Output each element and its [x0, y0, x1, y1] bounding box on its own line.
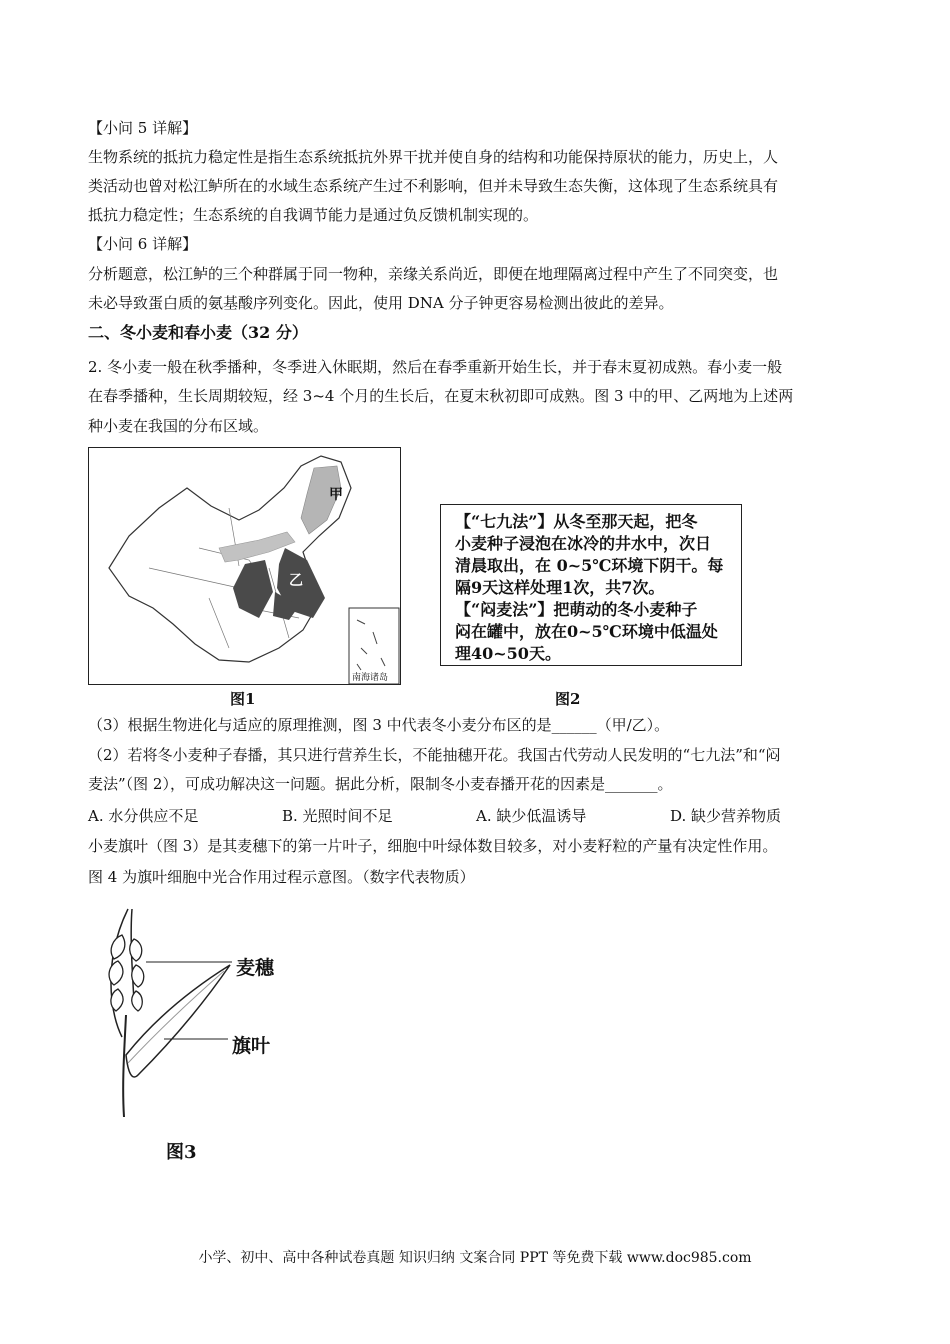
q6-line-1: 分析题意，松江鲈的三个种群属于同一物种，亲缘关系尚近，即便在地理隔离过程中产生了不同突变，也: [88, 265, 779, 283]
q5-line-3: 抵抗力稳定性；生态系统的自我调节能力是通过负反馈机制实现的。: [88, 206, 539, 224]
q2-intro-line-2: 在春季播种，生长周期较短，经 3~4 个月的生长后，在夏末秋初即可成熟。图 3 中的甲、乙两地为上述两: [88, 387, 794, 405]
label-yi: 乙: [289, 573, 303, 589]
fig2-line-6: 闷在罐中，放在0~5℃环境中低温处: [455, 622, 718, 641]
q5-heading: 【小问 5 详解】: [88, 119, 198, 137]
fig2-line-5: 【“闷麦法”】把萌动的冬小麦种子: [455, 600, 698, 619]
fig3-caption: 图3: [166, 1142, 197, 1163]
wheat-drawing: [98, 905, 318, 1125]
option-a: A. 水分供应不足: [88, 807, 199, 825]
fig2-line-1: 【“七九法”】从冬至那天起，把冬: [455, 512, 698, 531]
fig2-line-4: 隔9天这样处理1次，共7次。: [455, 578, 665, 597]
sub-question-3: （3）根据生物进化与适应的原理推测，图 3 中代表冬小麦分布区的是______（甲/乙）。: [88, 716, 670, 734]
sub-question-2-line-1: （2）若将冬小麦种子春播，其只进行营养生长，不能抽穗开花。我国古代劳动人民发明的“七九法”和“闷: [88, 746, 781, 764]
page-footer: 小学、初中、高中各种试卷真题 知识归纳 文案合同 PPT 等免费下载 www.doc985.com: [198, 1250, 752, 1266]
fig2-line-3: 清晨取出，在 0~5℃环境下阴干。每: [455, 556, 724, 575]
flagleaf-line-2: 图 4 为旗叶细胞中光合作用过程示意图。（数字代表物质）: [88, 868, 475, 886]
fig3-wheat: [98, 905, 318, 1125]
q6-line-2: 未必导致蛋白质的氨基酸序列变化。因此，使用 DNA 分子钟更容易检测出彼此的差异。: [88, 294, 674, 312]
fig2-line-2: 小麦种子浸泡在冰冷的井水中，次日: [455, 534, 712, 553]
inset-label: 南海诸岛: [352, 673, 389, 683]
option-b: B. 光照时间不足: [282, 807, 393, 825]
fig2-line-7: 理40~50天。: [455, 644, 561, 663]
q2-intro-line-3: 种小麦在我国的分布区域。: [88, 417, 269, 435]
q6-heading: 【小问 6 详解】: [88, 235, 198, 253]
option-d: D. 缺少营养物质: [670, 807, 782, 825]
wheat-stem: [123, 1015, 126, 1117]
section-title: 二、冬小麦和春小麦（32 分）: [88, 323, 308, 342]
q2-intro-line-1: 2. 冬小麦一般在秋季播种，冬季进入休眠期，然后在春季重新开始生长，并于春末夏初成熟。春小麦一般: [88, 358, 783, 376]
wheat-ear: [109, 935, 144, 1011]
q5-line-1: 生物系统的抵抗力稳定性是指生态系统抵抗外界干扰并使自身的结构和功能保持原状的能力，历史上，人: [88, 148, 779, 166]
label-flag-leaf: 旗叶: [232, 1035, 271, 1057]
fig2-box: [440, 504, 742, 666]
label-ear: 麦穗: [236, 957, 275, 979]
flagleaf-line-1: 小麦旗叶（图 3）是其麦穗下的第一片叶子，细胞中叶绿体数目较多，对小麦籽粒的产量有决定性作用。: [88, 837, 778, 855]
fig1-caption: 图1: [230, 690, 256, 708]
q5-line-2: 类活动也曾对松江鲈所在的水域生态系统产生过不利影响，但并未导致生态失衡，这体现了生态系统具有: [88, 177, 779, 195]
fig1-map: [88, 447, 401, 685]
option-c: A. 缺少低温诱导: [476, 807, 587, 825]
fig2-caption: 图2: [555, 690, 581, 708]
china-map-drawing: [89, 448, 400, 684]
sub-question-2-line-2: 麦法”（图 2），可成功解决这一问题。据此分析，限制冬小麦春播开花的因素是_______。: [88, 775, 673, 793]
label-jia: 甲: [329, 487, 343, 503]
